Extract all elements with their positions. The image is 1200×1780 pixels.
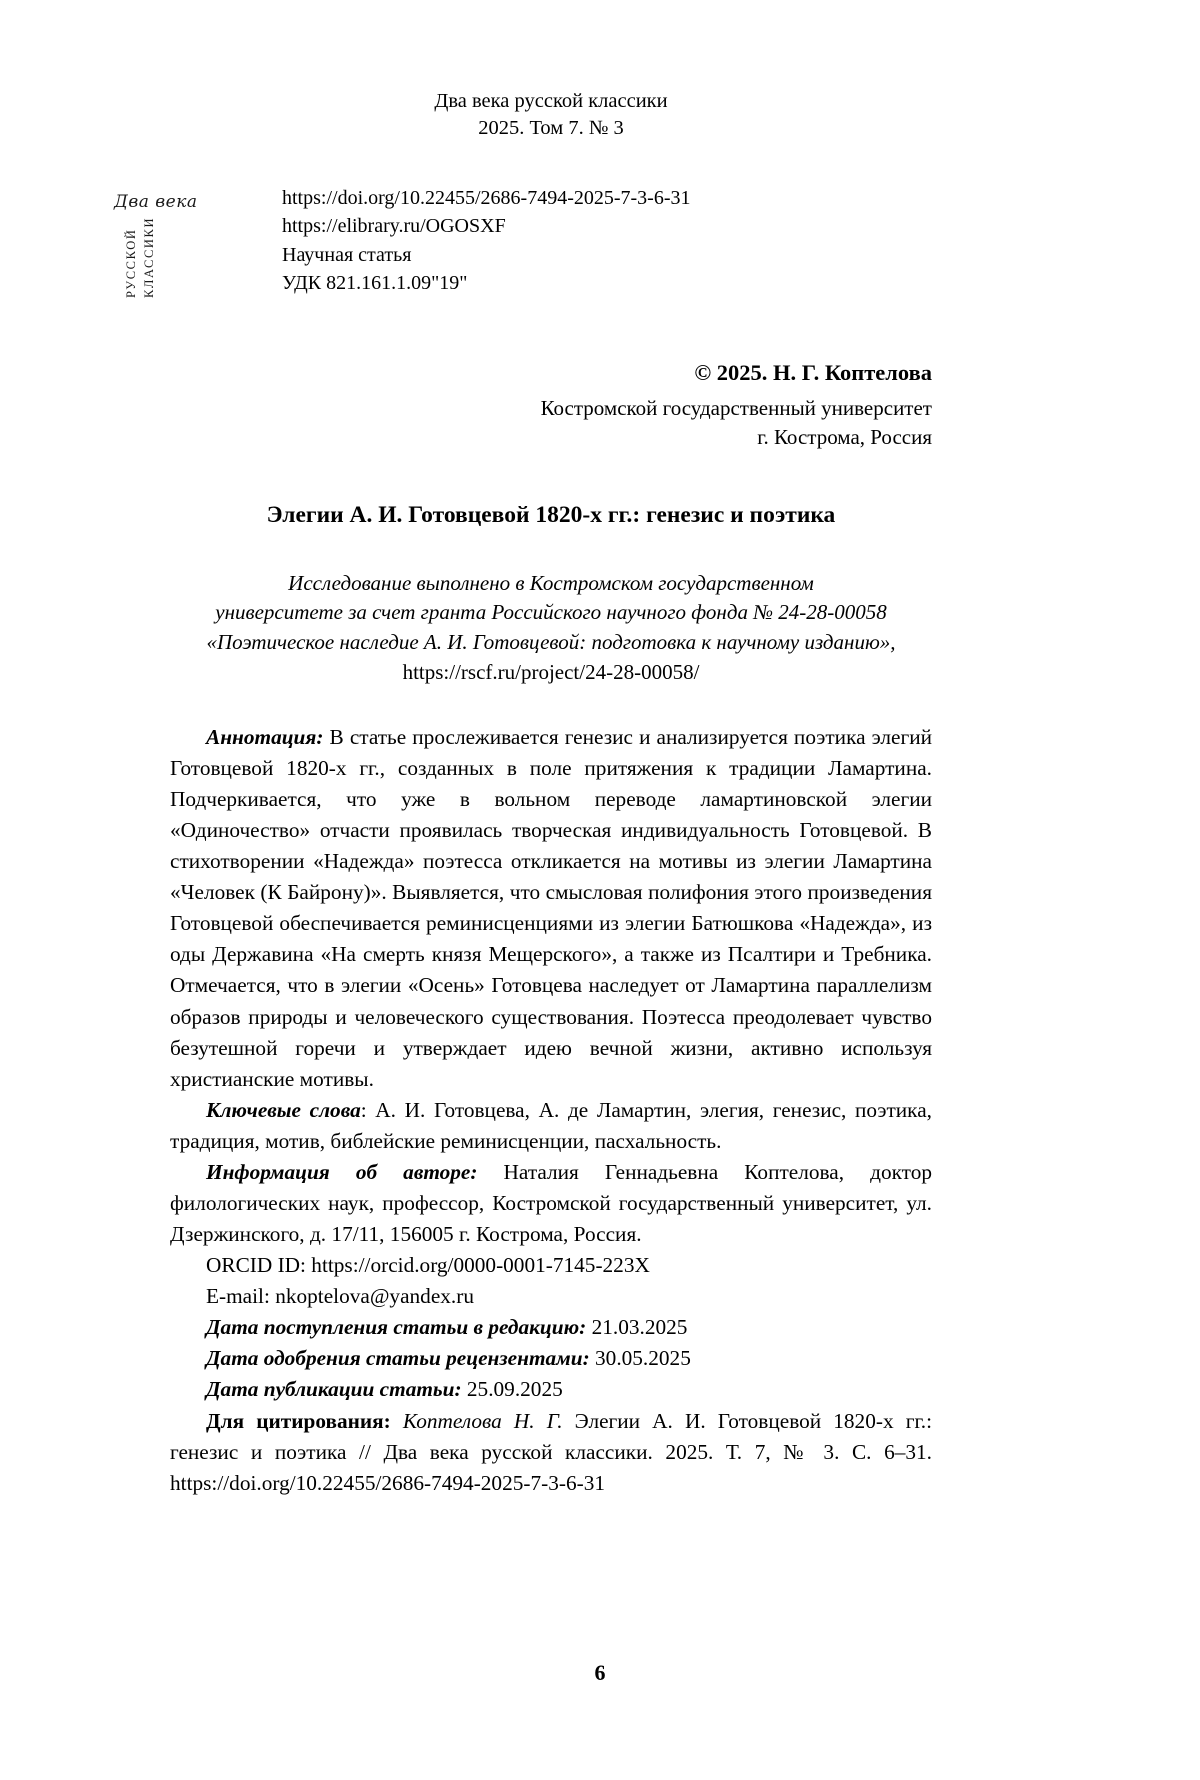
abstract-label: Аннотация: — [206, 724, 324, 749]
elibrary-link[interactable]: https://elibrary.ru/OGOSXF — [282, 215, 506, 238]
abstract-paragraph — [170, 722, 932, 1095]
udk-code: УДК 821.161.1.09"19" — [282, 272, 468, 295]
journal-logo-icon — [108, 186, 216, 304]
date-published — [170, 1374, 932, 1405]
abstract-text: В статье прослеживается генезис и анализируется поэтика элегий Готовцевой 1820-х гг., созданных в поле притяжения к традиции Ламартина. Подчеркивается, что уже в вольном переводе ламартиновской элегии «Одиночество» отчасти проявилась творческая индивидуальность Готовцевой. В стихотворении «Надежда» поэтесса откликается на мотивы из элегии Ламартина «Человек (К Байрону)». Выявляется, что смысловая полифония этого произведения Готовцевой обеспечивается реминисценциями из элегии Батюшкова «Надежда», из оды Державина «На смерть князя Мещерского», а также из Псалтири и Требника. Отмечается, что в элегии «Осень» Готовцева наследует от Ламартина параллелизм образов природы и человеческого существования. Поэтесса преодолевает чувство безутешной горечи и утверждает идею вечной жизни, активно используя христианские мотивы. — [170, 724, 932, 1091]
keywords-separator: : — [360, 1097, 367, 1122]
funding-line-3: «Поэтическое наследие А. И. Готовцевой: подготовка к научному изданию», — [206, 630, 896, 655]
logo-rotated-line-1: КЛАССИКИ — [142, 217, 156, 299]
date-published-label: Дата публикации статьи: — [206, 1377, 462, 1402]
affiliation-block — [170, 394, 932, 452]
citation-paragraph — [170, 1406, 932, 1499]
author-info-text: Наталия Геннадьевна Коптелова, доктор филологических наук, профессор, Костромской государственный университет, ул. Дзержинского, д. 17/11, 156005 г. Кострома, Россия. — [170, 1159, 933, 1247]
logo-script-text: Два века — [114, 192, 198, 213]
citation-rest: Элегии А. И. Готовцевой 1820-х гг.: генезис и поэтика // Два века русской классики. 2025. Т. 7, № 3. С. 6–31. https://doi.org/10.22455/2686-7494-2025-7-3-6-31 — [170, 1408, 933, 1495]
journal-running-head — [170, 88, 932, 142]
date-received-label: Дата поступления статьи в редакцию: — [206, 1315, 587, 1340]
citation-author: Коптелова Н. Г. — [402, 1408, 563, 1433]
affiliation-city: г. Кострома, Россия — [757, 425, 932, 450]
abstract-and-metadata — [170, 722, 932, 1499]
funding-line-2: университете за счет гранта Российского научного фонда № 24-28-00058 — [215, 600, 887, 625]
logo-rotated-line-2: РУССКОЙ — [124, 228, 138, 299]
journal-name: Два века русской классики — [434, 90, 668, 112]
keywords-label: Ключевые слова — [206, 1097, 361, 1122]
date-approved-label: Дата одобрения статьи рецензентами: — [206, 1346, 590, 1371]
journal-issue: 2025. Том 7. № 3 — [478, 117, 624, 140]
funding-project-link[interactable]: https://rscf.ru/project/24-28-00058/ — [402, 660, 700, 685]
identifier-block — [114, 184, 932, 314]
date-approved — [170, 1343, 932, 1374]
copyright-line: © 2025. Н. Г. Коптелова — [694, 360, 932, 386]
author-info-label: Информация об авторе: — [206, 1159, 478, 1184]
date-approved-value: 30.05.2025 — [595, 1346, 691, 1371]
doi-lines — [282, 184, 932, 298]
keywords-text: А. И. Готовцева, А. де Ламартин, элегия, генезис, поэтика, традиция, мотив, библейские реминисценции, пасхальность. — [170, 1097, 932, 1153]
affiliation-organization: Костромской государственный университет — [540, 396, 932, 421]
page-title: Элегии А. И. Готовцевой 1820-х гг.: генезис и поэтика — [266, 502, 836, 529]
article-type: Научная статья — [282, 243, 412, 266]
date-published-value: 25.09.2025 — [466, 1377, 563, 1402]
funding-line-1: Исследование выполнено в Костромском государственном — [288, 570, 814, 595]
page-content — [114, 0, 933, 1499]
email-line[interactable]: E-mail: nkoptelova@yandex.ru — [206, 1284, 474, 1309]
date-received — [170, 1312, 932, 1343]
keywords-paragraph — [170, 1095, 932, 1157]
author-info-paragraph — [170, 1157, 932, 1250]
page-number: 6 — [594, 1660, 606, 1685]
funding-note — [170, 569, 932, 688]
orcid-line[interactable]: ORCID ID: https://orcid.org/0000-0001-7145-223X — [206, 1253, 650, 1278]
citation-label: Для цитирования: — [206, 1408, 391, 1433]
date-received-value: 21.03.2025 — [591, 1315, 688, 1340]
doi-link[interactable]: https://doi.org/10.22455/2686-7494-2025-7-3-6-31 — [282, 187, 691, 210]
